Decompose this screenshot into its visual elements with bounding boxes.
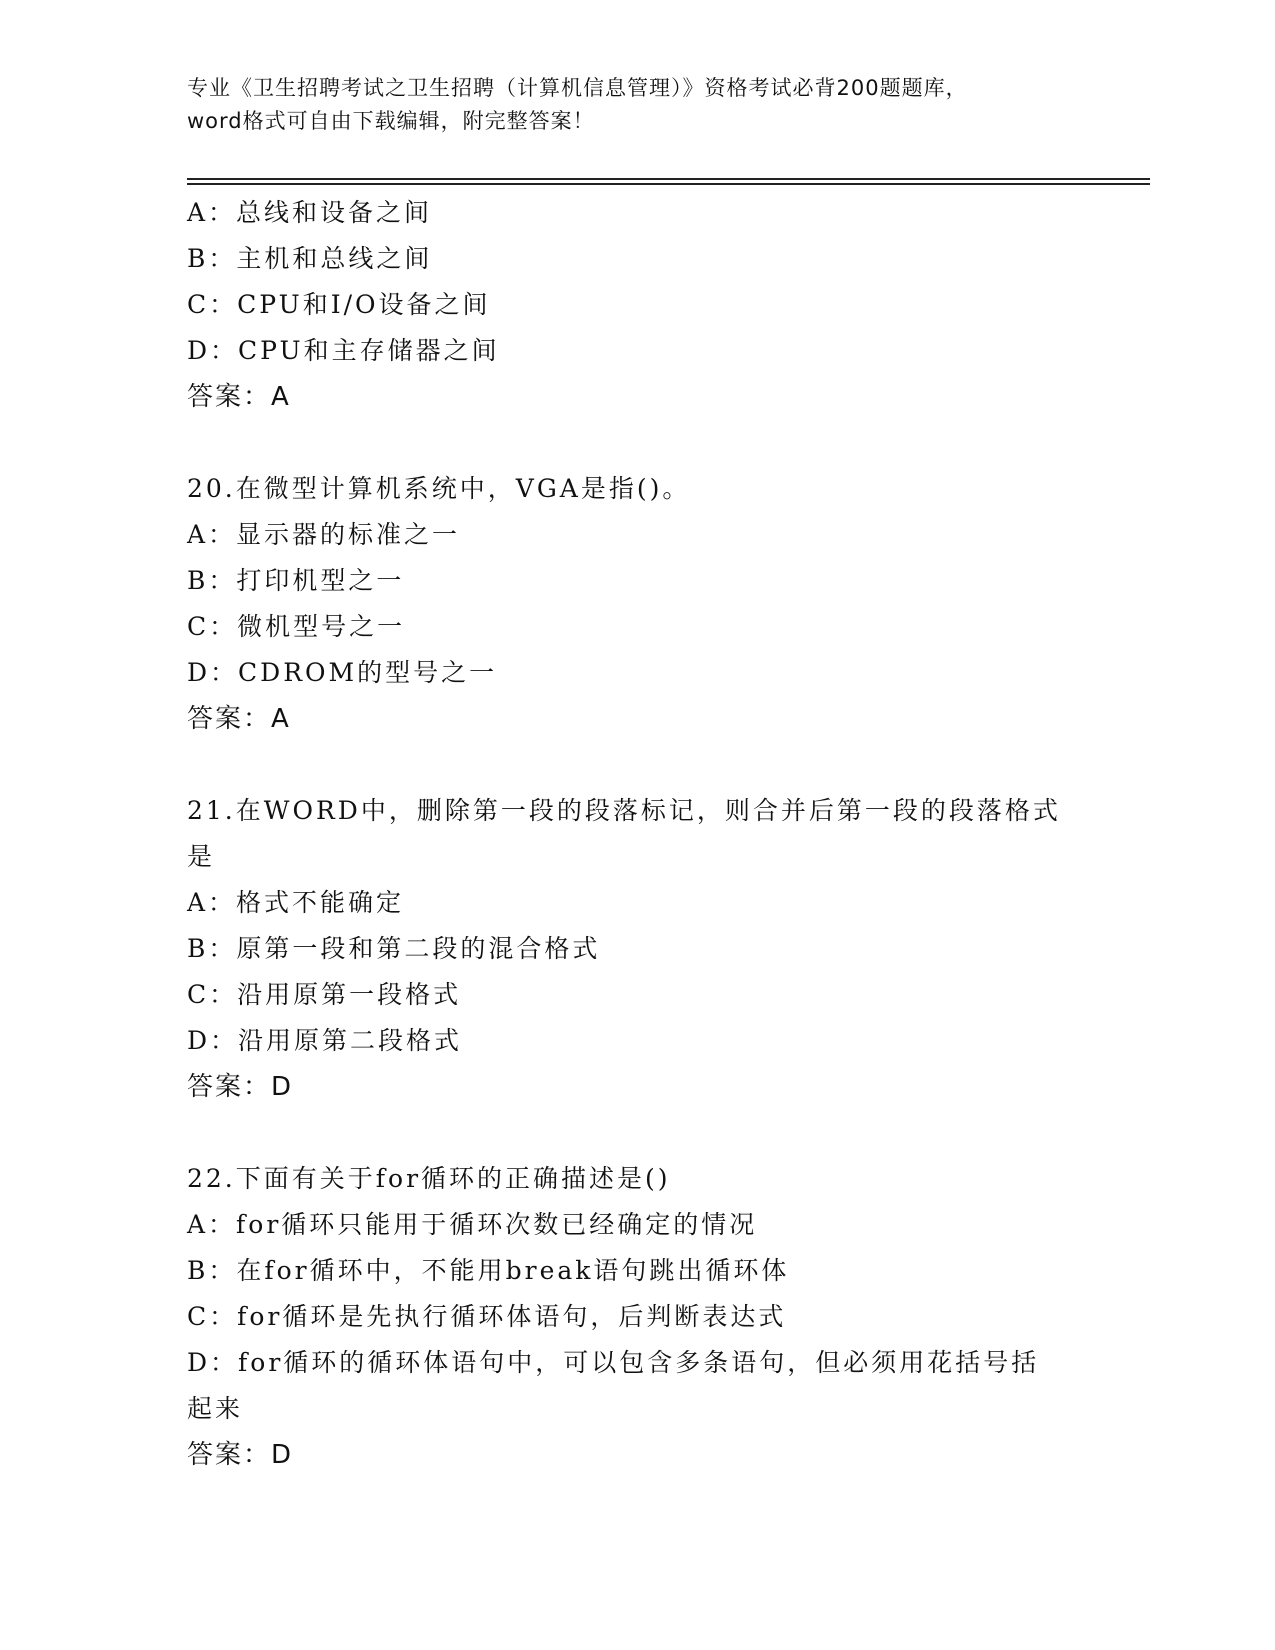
question-21-option-c: C：沿用原第一段格式 <box>187 980 462 1009</box>
header-title-line-1: 专业《卫生招聘考试之卫生招聘（计算机信息管理）》资格考试必背200题题库， <box>187 76 968 100</box>
question-19-block <box>187 190 1067 420</box>
document-header <box>187 72 1107 138</box>
question-22-option-d-line-1: D：for循环的循环体语句中，可以包含多条语句，但必须用花括号括 <box>187 1348 1040 1377</box>
question-21-option-a: A：格式不能确定 <box>187 888 405 917</box>
question-list <box>187 190 1067 1478</box>
question-22-option-c: C：for循环是先执行循环体语句，后判断表达式 <box>187 1302 787 1331</box>
question-22-answer: 答案：D <box>187 1440 294 1470</box>
question-22-option-d-line-2: 起来 <box>187 1394 244 1423</box>
question-19-option-c: C：CPU和I/O设备之间 <box>187 290 491 319</box>
question-22-option-b: B：在for循环中，不能用break语句跳出循环体 <box>187 1256 790 1285</box>
question-spacer <box>187 742 1067 788</box>
question-21-text-line-1: 21.在WORD中，删除第一段的段落标记，则合并后第一段的段落格式 <box>187 796 1061 825</box>
question-22-option-a: A：for循环只能用于循环次数已经确定的情况 <box>187 1210 758 1239</box>
question-22-text: 22.下面有关于for循环的正确描述是() <box>187 1164 671 1193</box>
question-20-text: 20.在微型计算机系统中，VGA是指()。 <box>187 474 691 503</box>
question-19-option-d: D：CPU和主存储器之间 <box>187 336 500 365</box>
question-20-option-b: B：打印机型之一 <box>187 566 405 595</box>
header-divider-top <box>187 178 1150 180</box>
question-spacer <box>187 420 1067 466</box>
question-spacer <box>187 1110 1067 1156</box>
question-20-block <box>187 466 1067 742</box>
question-20-answer: 答案：A <box>187 704 291 734</box>
question-21-block <box>187 788 1067 1110</box>
question-22-block <box>187 1156 1067 1478</box>
question-19-option-a: A：总线和设备之间 <box>187 198 433 227</box>
question-20-option-d: D：CDROM的型号之一 <box>187 658 498 687</box>
header-divider-bottom <box>187 183 1150 185</box>
question-21-text-line-2: 是 <box>187 842 216 871</box>
question-21-option-b: B：原第一段和第二段的混合格式 <box>187 934 601 963</box>
question-21-option-d: D：沿用原第二段格式 <box>187 1026 463 1055</box>
question-19-option-b: B：主机和总线之间 <box>187 244 433 273</box>
question-20-option-c: C：微机型号之一 <box>187 612 406 641</box>
question-20-option-a: A：显示器的标准之一 <box>187 520 461 549</box>
question-19-answer: 答案：A <box>187 382 291 412</box>
question-21-answer: 答案：D <box>187 1072 294 1102</box>
header-title-line-2: word格式可自由下载编辑，附完整答案！ <box>187 109 595 133</box>
